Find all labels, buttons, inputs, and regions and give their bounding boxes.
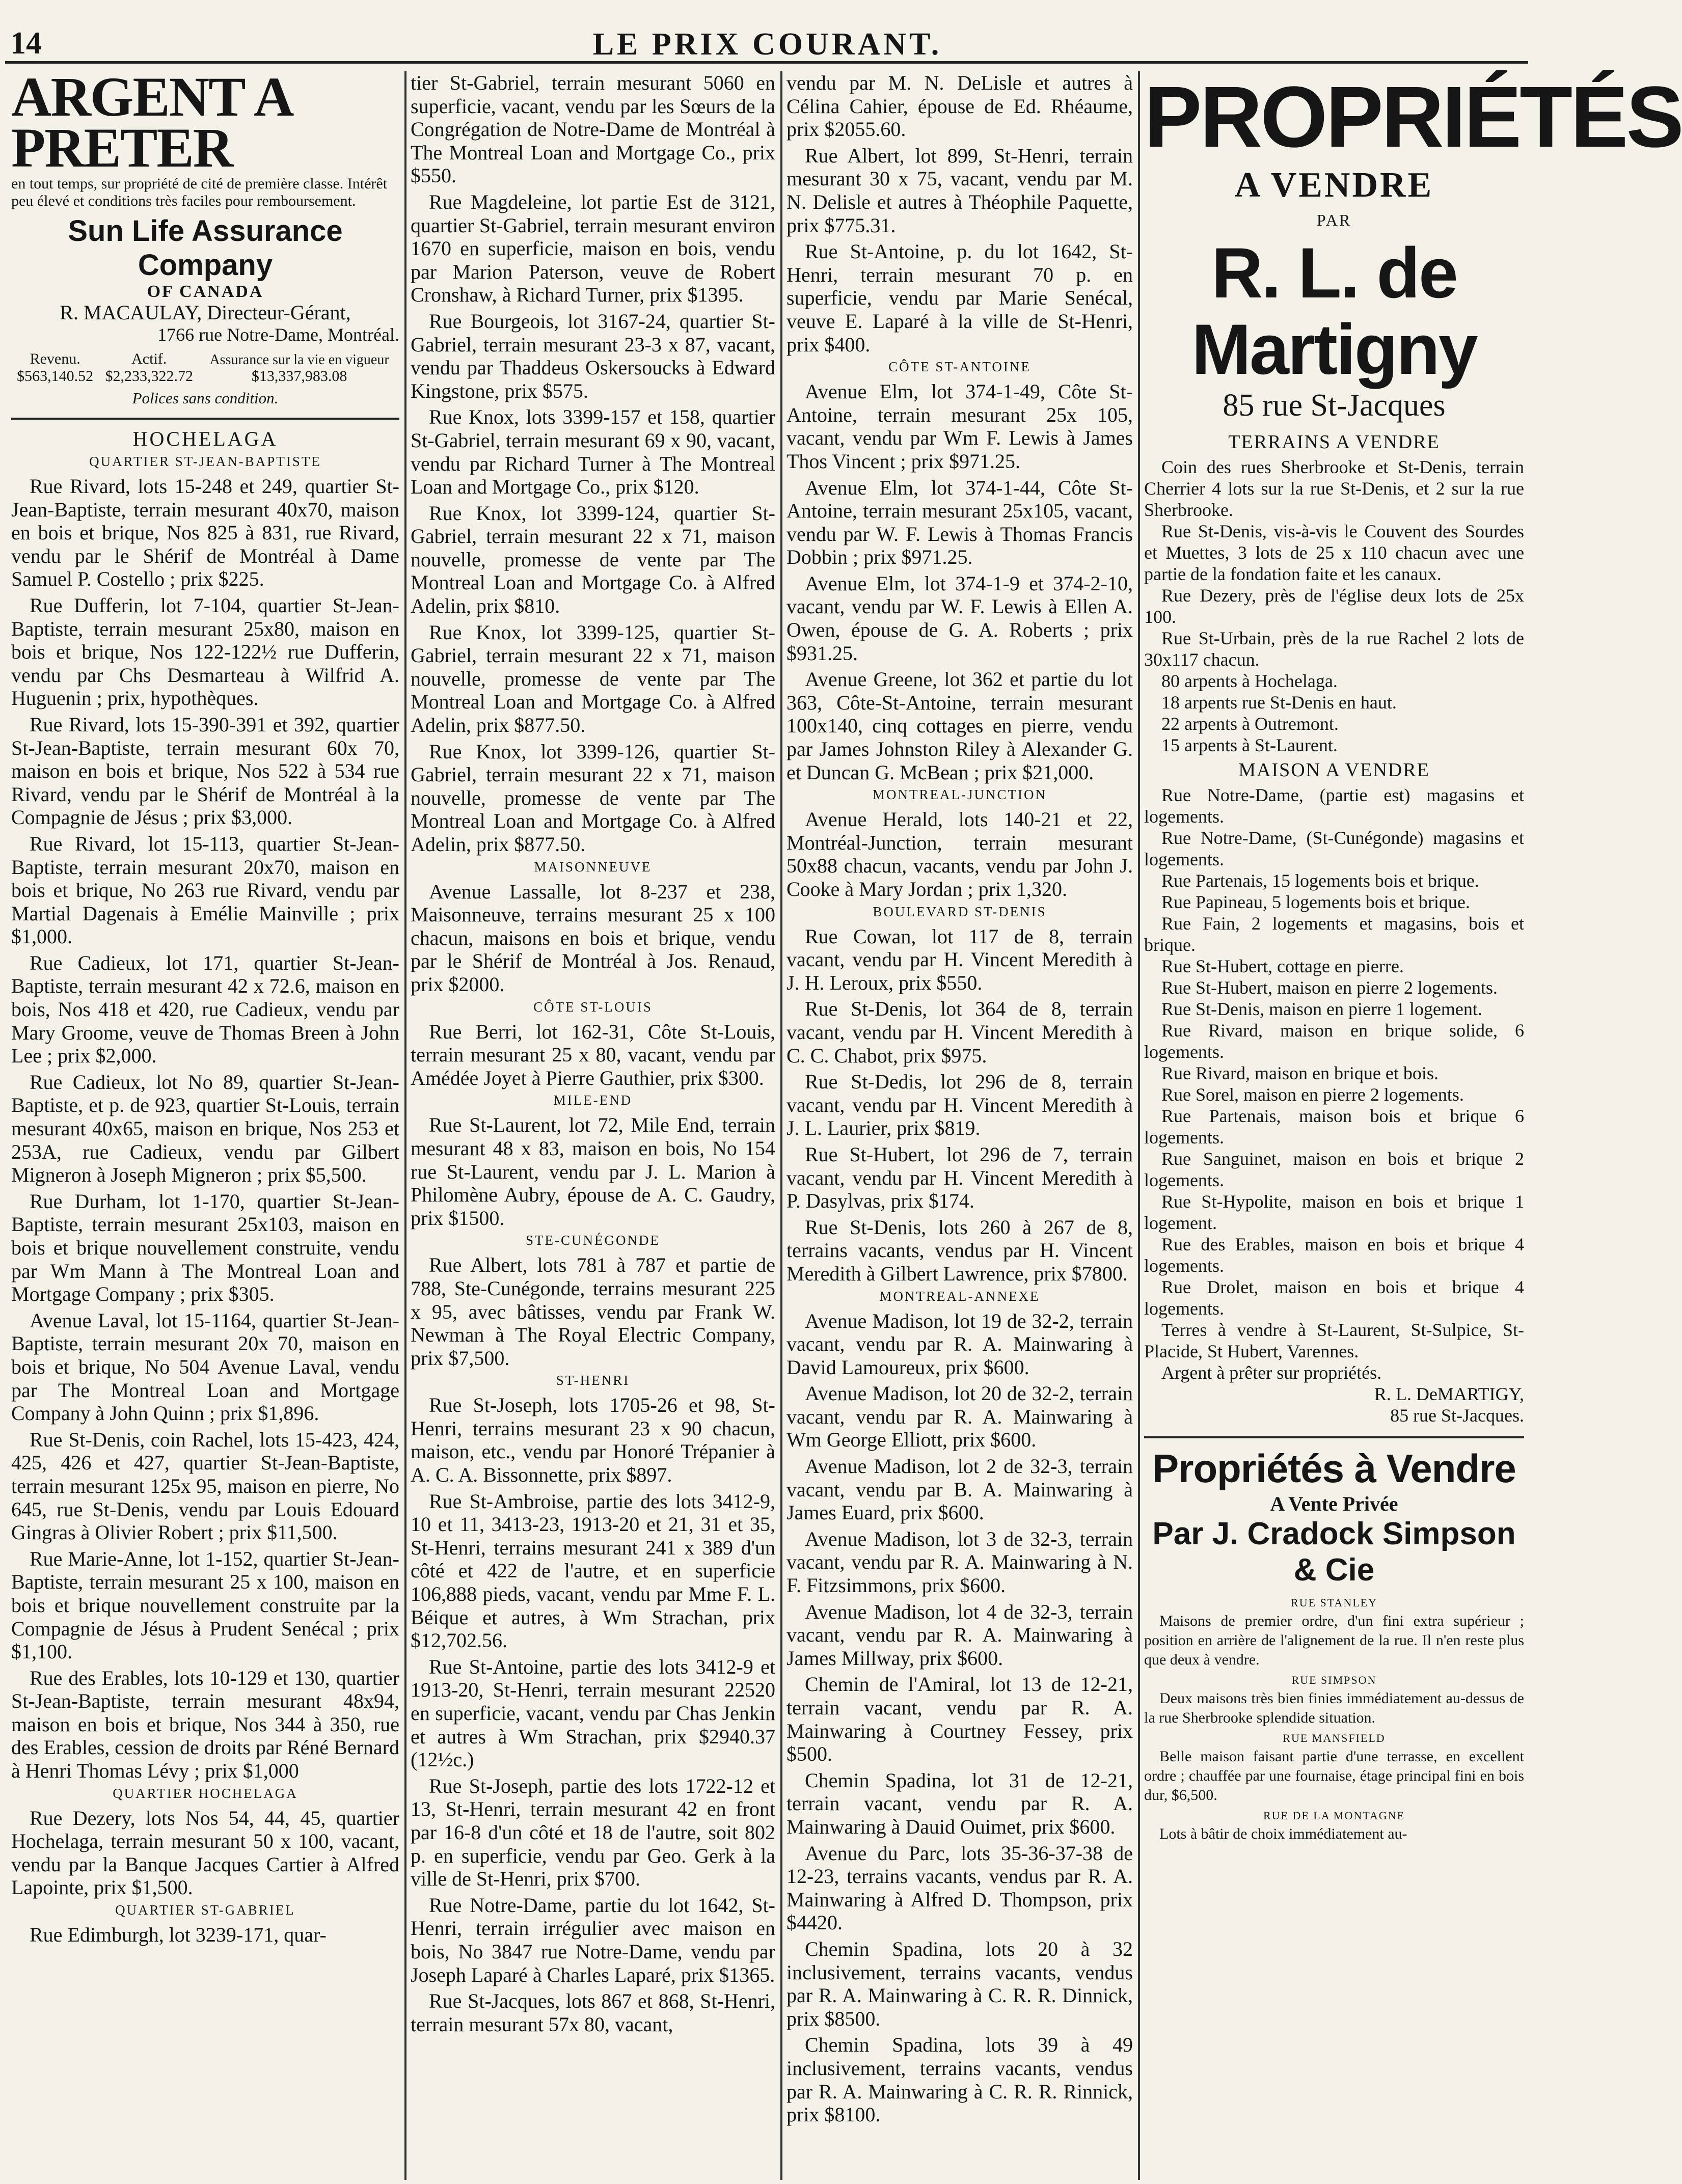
subsection-title: QUARTIER ST-JEAN-BAPTISTE: [89, 454, 321, 469]
column-divider: [780, 71, 782, 2180]
subsection-title: CÔTE ST-ANTOINE: [888, 359, 1031, 375]
stat-header: Revenu.: [30, 350, 80, 367]
listing-entry: Chemin Spadina, lot 31 de 12-21, terrain vacant, vendu par R. A. Mainwaring à Dauid Ouimet, prix $600.: [786, 1768, 1133, 1838]
a-vendre-heading: A VENDRE: [1234, 166, 1434, 205]
stat-value: $563,140.52: [17, 368, 94, 385]
subsection-title: MAISONNEUVE: [534, 859, 652, 875]
listing-entry: tier St-Gabriel, terrain mesurant 5060 en superficie, vacant, vendu par les Sœurs de la Congrégation de Notre-Dame de Montréal à The Montreal Loan and Mortgage Co., prix $550.: [411, 71, 775, 187]
listing-entry: Rue Dufferin, lot 7-104, quartier St-Jean-Baptiste, terrain mesurant 25x80, maison en bois et brique, Nos 122-122½ rue Dufferin, vendu par Chs Desmarteau à Wilfrid A. Huguenin ; prix, hypothèques.: [11, 593, 399, 710]
subsection-title: ST-HENRI: [556, 1373, 630, 1388]
listing-entry: Rue St-Hubert, maison en pierre 2 logements.: [1161, 977, 1498, 998]
company-stats: [11, 350, 399, 385]
listing-entry: 15 arpents à St-Laurent.: [1161, 735, 1338, 755]
listing-entry: Rue Drolet, maison en bois et brique 4 logements.: [1144, 1277, 1524, 1319]
listing-entry: Rue St-Dedis, lot 296 de 8, terrain vacant, vendu par H. Vincent Meredith à J. L. Laurier, prix $819.: [786, 1070, 1133, 1140]
listing-entry: Avenue Elm, lot 374-1-49, Côte St-Antoine, terrain mesurant 25x 105, vacant, vendu par Wm F. Lewis à James Thos Vincent ; prix $971.25.: [786, 380, 1133, 473]
listing-entry: Avenue Madison, lot 4 de 32-3, terrain vacant, vendu par R. A. Mainwaring à James Millway, prix $600.: [786, 1600, 1133, 1670]
listing-entry: Rue des Erables, lots 10-129 et 130, quartier St-Jean-Baptiste, terrain mesurant 48x94, maison en bois et brique, Nos 344 à 350, rue des Erables, cession de droits par Réné Bernard à Henri Thomas Lévy ; prix $1,000: [11, 1666, 399, 1783]
par-label: PAR: [1316, 211, 1352, 229]
listing-entry: Rue Rivard, lots 15-390-391 et 392, quartier St-Jean-Baptiste, terrain mesurant 60x 70, maison en bois et brique, Nos 522 à 534 rue Rivard, vendu par le Shérif de Montréal à la Compagnie de Jésus ; prix $3,000.: [11, 713, 399, 829]
listing-entry: Rue Knox, lot 3399-126, quartier St-Gabriel, terrain mesurant 22 x 71, maison nouvelle, promesse de vente par The Montreal Loan and Mortgage Co. à Alfred Adelin, prix $877.50.: [411, 740, 775, 856]
listing-entry: Rue Bourgeois, lot 3167-24, quartier St-Gabriel, terrain mesurant 23-3 x 87, vacant, vendu par Thaddeus Oskersoucks à Edward Kingstone, prix $575.: [411, 309, 775, 402]
listing-entry: Rue Albert, lots 781 à 787 et partie de 788, Ste-Cunégonde, terrains mesurant 225 x 95, avec bâtisses, vendu par Frank W. Newman à The Royal Electric Company, prix $7,500.: [411, 1253, 775, 1370]
street-heading: RUE MANSFIELD: [1283, 1732, 1386, 1744]
listing-entry: Rue Marie-Anne, lot 1-152, quartier St-Jean-Baptiste, terrain mesurant 25 x 100, maison en bois et brique nouvellement construite par la Compagnie de Jésus à Prudent Senécal ; prix $1,100.: [11, 1547, 399, 1663]
listing-entry: Rue St-Jacques, lots 867 et 868, St-Henri, terrain mesurant 57x 80, vacant,: [411, 1989, 775, 2036]
listing-entry: Avenue Madison, lot 3 de 32-3, terrain vacant, vendu par R. A. Mainwaring à N. F. Fitzsimmons, prix $600.: [786, 1527, 1133, 1597]
column-divider: [1138, 71, 1140, 2180]
listing-entry: Rue Rivard, lot 15-113, quartier St-Jean-Baptiste, terrain mesurant 20x70, maison en bois et brique, No 263 rue Rivard, vendu par Martial Dagenais à Emélie Mainville ; prix $1,000.: [11, 832, 399, 948]
listing-entry: Rue Durham, lot 1-170, quartier St-Jean-Baptiste, terrain mesurant 25x103, maison en bois et brique nouvellement construite, vendu par Wm Mann à The Montreal Loan and Mortgage Company ; prix $305.: [11, 1189, 399, 1306]
listing-entry: Avenue Madison, lot 20 de 32-2, terrain vacant, vendu par R. A. Mainwaring à Wm George Elliott, prix $600.: [786, 1382, 1133, 1452]
listing-entry: Rue St-Laurent, lot 72, Mile End, terrain mesurant 48 x 83, maison en bois, No 154 rue St-Laurent, vendu par J. L. Marion à Philomène Aubry, épouse de A. C. Gaudry, prix $1500.: [411, 1113, 775, 1230]
listing-entry: Rue Notre-Dame, partie du lot 1642, St-Henri, terrain irrégulier avec maison en bois, No 3847 rue Notre-Dame, vendu par Joseph Laparé à Charles Laparé, prix $1365.: [411, 1893, 775, 1986]
listing-entry: Avenue Madison, lot 19 de 32-2, terrain vacant, vendu par R. A. Mainwaring à David Lamoureux, prix $600.: [786, 1309, 1133, 1379]
street-heading: RUE STANLEY: [1291, 1596, 1377, 1609]
listing-entry: Rue St-Hubert, cottage en pierre.: [1161, 956, 1404, 976]
column-1: [11, 66, 399, 2180]
listing-entry: Rue St-Hubert, lot 296 de 7, terrain vacant, vendu par H. Vincent Meredith à P. Dasylvas, prix $174.: [786, 1142, 1133, 1213]
listing-entry: Chemin Spadina, lots 39 à 49 inclusivement, terrains vacants, vendus par R. A. Mainwaring à C. R. R. Rinnick, prix $8100.: [786, 2033, 1133, 2126]
stat-value: $13,337,983.08: [251, 368, 347, 385]
listing-entry: Rue Albert, lot 899, St-Henri, terrain mesurant 30 x 75, vacant, vendu par M. N. Delisle et autres à Théophile Paquette, prix $775.31.: [786, 144, 1133, 237]
listing-entry: Rue Dezery, lots Nos 54, 44, 45, quartier Hochelaga, terrain mesurant 50 x 100, vacant, vendu par la Banque Jacques Cartier à Alfred Lapointe, prix $1,500.: [11, 1806, 399, 1899]
column-2: [411, 71, 775, 2180]
column-4: [1144, 69, 1682, 2180]
listing-entry: Rue St-Joseph, partie des lots 1722-12 et 13, St-Henri, terrain mesurant 42 en front par 16-8 d'un côté et 18 de l'autre, soit 802 p. en superficie, vendu par Geo. Gerk à la ville de St-Henri, prix $700.: [411, 1774, 775, 1891]
listing-entry: Avenue Lassalle, lot 8-237 et 238, Maisonneuve, terrains mesurant 25 x 100 chacun, maisons en bois et brique, vendu par le Shérif de Montréal à Jos. Renaud, prix $2000.: [411, 880, 775, 996]
listing-entry: Rue St-Joseph, lots 1705-26 et 98, St-Henri, terrains mesurant 23 x 90 chacun, maison, etc., vendu par Honoré Trépanier à A. C. A. Bissonnette, prix $897.: [411, 1394, 775, 1487]
listing-entry: Belle maison faisant partie d'une terrasse, en excellent ordre ; chauffée par une fournaise, étage principal fini en bois dur, $6,500.: [1144, 1748, 1524, 1804]
listing-entry: Avenue Herald, lots 140-21 et 22, Montréal-Junction, terrain mesurant 50x88 chacun, vacants, vendu par John J. Cooke à Mary Jordan ; prix 1,320.: [786, 808, 1133, 900]
column-divider: [404, 71, 406, 2180]
subsection-title: CÔTE ST-LOUIS: [533, 999, 653, 1015]
listing-entry: Rue Notre-Dame, (St-Cunégonde) magasins et logements.: [1144, 828, 1524, 869]
listing-entry: Rue St-Denis, maison en pierre 1 logement.: [1161, 999, 1482, 1019]
listing-entry: Rue St-Denis, coin Rachel, lots 15-423, 424, 425, 426 et 427, quartier St-Jean-Baptiste, terrain mesurant 125x 95, maison en pierre, No 645, rue St-Denis, vendu par Louis Edouard Gingras à Olivier Robert ; prix $11,500.: [11, 1428, 399, 1544]
listing-entry: 18 arpents rue St-Denis en haut.: [1161, 692, 1397, 713]
divider: [11, 418, 399, 420]
terrains-heading: TERRAINS A VENDRE: [1228, 431, 1440, 453]
listing-entry: Rue St-Antoine, p. du lot 1642, St-Henri, terrain mesurant 70 p. en superficie, vendu par Marie Senécal, veuve E. Laparé à la ville de St-Henri, prix $400.: [786, 240, 1133, 356]
listing-entry: Avenue Greene, lot 362 et partie du lot 363, Côte-St-Antoine, terrain mesurant 100x140, cinq cottages en pierre, vendu par James Johnston Riley à Alexander G. et Duncan G. McBean ; prix $21,000.: [786, 668, 1133, 784]
stat-value: $2,233,322.72: [105, 368, 193, 385]
listing-entry: Rue St-Denis, lot 364 de 8, terrain vacant, vendu par H. Vincent Meredith à C. C. Chabot, prix $975.: [786, 997, 1133, 1067]
listing-entry: Avenue Elm, lot 374-1-9 et 374-2-10, vacant, vendu par W. F. Lewis à Ellen A. Owen, épouse de G. A. Roberts ; prix $931.25.: [786, 571, 1133, 665]
listing-entry: Avenue Madison, lot 2 de 32-3, terrain vacant, vendu par B. A. Mainwaring à James Euard, prix $600.: [786, 1455, 1133, 1524]
listing-entry: Rue Rivard, maison en brique et bois.: [1161, 1063, 1439, 1083]
listing-entry: Rue Rivard, lots 15-248 et 249, quartier St-Jean-Baptiste, terrain mesurant 40x70, maison en bois et brique, Nos 825 à 831, rue Rivard, vendu par le Shérif de Montréal à Dame Samuel P. Costello ; prix $225.: [11, 475, 399, 591]
subsection-title: QUARTIER ST-GABRIEL: [115, 1902, 295, 1918]
page-number: 14: [10, 26, 42, 61]
company-name: Sun Life Assurance Company: [68, 214, 343, 282]
listing-entry: Coin des rues Sherbrooke et St-Denis, terrain Cherrier 4 lots sur la rue St-Denis, et 2 sur la rue Sherbrooke.: [1144, 457, 1524, 520]
subsection-title: MILE-END: [553, 1093, 633, 1108]
listing-entry: Rue Fain, 2 logements et magasins, bois et brique.: [1144, 913, 1524, 955]
cradock-simpson-name: Par J. Cradock Simpson & Cie: [1152, 1516, 1516, 1588]
listing-entry: Rue Knox, lots 3399-157 et 158, quartier St-Gabriel, terrain mesurant 69 x 90, vacant, vendu par Richard Turner à The Montreal Loan and Mortgage Co., prix $120.: [411, 405, 775, 499]
page-header: [0, 0, 1535, 61]
listing-entry: Rue Cadieux, lot No 89, quartier St-Jean-Baptiste, et p. de 923, quartier St-Louis, terrain mesurant 40x65, maison en brique, Nos 253 et 253A, rue Cadieux, vendu par Gilbert Migneron à Joseph Migneron ; prix $5,500.: [11, 1070, 399, 1187]
listing-entry: Rue Cadieux, lot 171, quartier St-Jean-Baptiste, terrain mesurant 42 x 72.6, maison en bois, Nos 418 et 420, rue Cadieux, vendu par Mary Groome, veuve de Thomas Breen à John Lee ; prix $2,000.: [11, 951, 399, 1068]
loan-intro: en tout temps, sur propriété de cité de première classe. Intérêt peu élevé et conditions très faciles pour remboursement.: [11, 175, 388, 209]
stat-header: Actif.: [131, 350, 167, 367]
listing-entry: Rue Berri, lot 162-31, Côte St-Louis, terrain mesurant 25 x 80, vacant, vendu par Amédée Joyet à Pierre Gauthier, prix $300.: [411, 1020, 775, 1089]
listing-entry: Rue St-Ambroise, partie des lots 3412-9, 10 et 11, 3413-23, 1913-20 et 21, 31 et 35, St-Henri, terrains mesurant 241 x 389 d'un côté et 422 de l'autre, et en superficie 106,888 pieds, vacant, vendu par Mme F. L. Béique et autres, à Wm Strachan, prix $12,702.56.: [411, 1489, 775, 1652]
signature-address: 85 rue St-Jacques.: [1390, 1405, 1524, 1426]
vente-privee-label: A Vente Privée: [1270, 1492, 1398, 1515]
listing-entry: Argent à prêter sur propriétés.: [1161, 1362, 1382, 1383]
maison-heading: MAISON A VENDRE: [1238, 759, 1430, 781]
listing-entry: Rue St-Antoine, partie des lots 3412-9 et 1913-20, St-Henri, terrain mesurant 22520 en superficie, vacant, vendu par Chas Jenkin et autres à Wm Strachan, prix $2940.37 (12½c.): [411, 1655, 775, 1771]
newspaper-title: LE PRIX COURANT.: [592, 27, 942, 62]
subsection-title: MONTREAL-JUNCTION: [873, 787, 1047, 803]
company-address: 1766 rue Notre-Dame, Montréal.: [157, 324, 399, 345]
director-name: R. MACAULAY, Directeur-Gérant,: [60, 301, 351, 324]
listing-entry: Rue Knox, lot 3399-124, quartier St-Gabriel, terrain mesurant 22 x 71, maison nouvelle, promesse de vente par The Montreal Loan and Mortgage Co. à Alfred Adelin, prix $810.: [411, 501, 775, 618]
listing-entry: 22 arpents à Outremont.: [1161, 714, 1339, 734]
listing-entry: Rue St-Urbain, près de la rue Rachel 2 lots de 30x117 chacun.: [1144, 628, 1524, 670]
listing-entry: Rue Cowan, lot 117 de 8, terrain vacant, vendu par H. Vincent Meredith à J. H. Leroux, prix $550.: [786, 924, 1133, 994]
listing-entry: Rue Sanguinet, maison en bois et brique 2 logements.: [1144, 1149, 1524, 1190]
listing-entry: Rue St-Denis, vis-à-vis le Couvent des Sourdes et Muettes, 3 lots de 25 x 110 chacun avec une partie de la fondation faite et les canaux.: [1144, 521, 1524, 584]
listing-entry: vendu par M. N. DeLisle et autres à Célina Cahier, épouse de Ed. Rhéaume, prix $2055.60.: [786, 71, 1133, 141]
listing-entry: Avenue du Parc, lots 35-36-37-38 de 12-23, terrains vacants, vendus par R. A. Mainwaring à Alfred D. Thompson, prix $4420.: [786, 1841, 1133, 1934]
listing-entry: Rue Dezery, près de l'église deux lots de 25x 100.: [1144, 585, 1524, 627]
listing-entry: Rue Magdeleine, lot partie Est de 3121, quartier St-Gabriel, terrain mesurant environ 1670 en superficie, maison en bois, vendu par Marion Paterson, veuve de Robert Cronshaw, à Richard Turner, prix $1395.: [411, 190, 775, 307]
listing-entry: Terres à vendre à St-Laurent, St-Sulpice, St-Placide, St Hubert, Varennes.: [1144, 1320, 1524, 1361]
polices-note: Polices sans condition.: [132, 389, 279, 407]
street-heading: RUE SIMPSON: [1291, 1674, 1377, 1686]
listing-entry: Chemin Spadina, lots 20 à 32 inclusivement, terrains vacants, vendus par R. A. Mainwaring à C. R. R. Dinnick, prix $8500.: [786, 1937, 1133, 2030]
listing-entry: Rue Partenais, 15 logements bois et brique.: [1161, 870, 1479, 891]
stat-header: Assurance sur la vie en vigueur: [209, 352, 389, 368]
signature: R. L. DeMARTIGY,: [1374, 1384, 1524, 1404]
proprietes-a-vendre-heading: Propriétés à Vendre: [1152, 1446, 1516, 1491]
listing-entry: Maisons de premier ordre, d'un fini extra supérieur ; position en arrière de l'alignement de la rue. Il n'en reste plus que deux à vendre.: [1144, 1613, 1524, 1668]
listing-entry: Rue Rivard, maison en brique solide, 6 logements.: [1144, 1020, 1524, 1062]
divider: [1144, 1436, 1524, 1438]
subsection-title: MONTREAL-ANNEXE: [879, 1288, 1040, 1304]
listing-entry: Rue Partenais, maison bois et brique 6 logements.: [1144, 1106, 1524, 1148]
header-rule: [5, 61, 1528, 64]
street-heading: RUE DE LA MONTAGNE: [1263, 1809, 1405, 1822]
listing-entry: Rue Notre-Dame, (partie est) magasins et logements.: [1144, 785, 1524, 827]
listing-entry: Lots à bâtir de choix immédiatement au-: [1159, 1825, 1407, 1842]
subsection-title: BOULEVARD ST-DENIS: [873, 904, 1047, 919]
argent-a-preter-heading: ARGENT A PRETER: [11, 66, 290, 179]
listing-entry: 80 arpents à Hochelaga.: [1161, 671, 1338, 691]
column-3: [786, 71, 1133, 2180]
listing-entry: Rue St-Hypolite, maison en bois et brique 1 logement.: [1144, 1191, 1524, 1233]
listing-entry: Rue Knox, lot 3399-125, quartier St-Gabriel, terrain mesurant 22 x 71, maison nouvelle, promesse de vente par The Montreal Loan and Mortgage Co. à Alfred Adelin, prix $877.50.: [411, 620, 775, 737]
subsection-title: STE-CUNÉGONDE: [526, 1233, 660, 1248]
listing-entry: Rue Edimburgh, lot 3239-171, quar-: [30, 1923, 327, 1947]
listing-entry: Deux maisons très bien finies immédiatement au-dessus de la rue Sherbrooke splendide situation.: [1144, 1690, 1524, 1726]
listing-entry: Chemin de l'Amiral, lot 13 de 12-21, terrain vacant, vendu par R. A. Mainwaring à Courtney Fessey, prix $500.: [786, 1673, 1133, 1766]
listing-entry: Avenue Elm, lot 374-1-44, Côte St-Antoine, terrain mesurant 25x105, vacant, vendu par W. F. Lewis à Thomas Francis Dobbin ; prix $971.25.: [786, 476, 1133, 569]
listing-entry: Rue des Erables, maison en bois et brique 4 logements.: [1144, 1234, 1524, 1276]
company-country: OF CANADA: [147, 282, 264, 301]
agent-name: R. L. de Martigny: [1191, 233, 1477, 389]
listing-entry: Rue Papineau, 5 logements bois et brique.: [1161, 892, 1470, 912]
listing-entry: Rue St-Denis, lots 260 à 267 de 8, terrains vacants, vendus par H. Vincent Meredith à Gilbert Lawrence, prix $7800.: [786, 1215, 1133, 1285]
section-title: HOCHELAGA: [132, 427, 278, 450]
listing-entry: Avenue Laval, lot 15-1164, quartier St-Jean-Baptiste, terrain mesurant 20x 70, maison en bois et brique, No 504 Avenue Laval, vendu par The Montreal Loan and Mortgage Company à John Quinn ; prix $1,896.: [11, 1308, 399, 1425]
proprietes-heading: PROPRIÉTÉS: [1144, 69, 1682, 166]
listing-entry: Rue Sorel, maison en pierre 2 logements.: [1161, 1084, 1464, 1105]
subsection-title: QUARTIER HOCHELAGA: [113, 1785, 298, 1801]
agent-address: 85 rue St-Jacques: [1223, 388, 1446, 423]
